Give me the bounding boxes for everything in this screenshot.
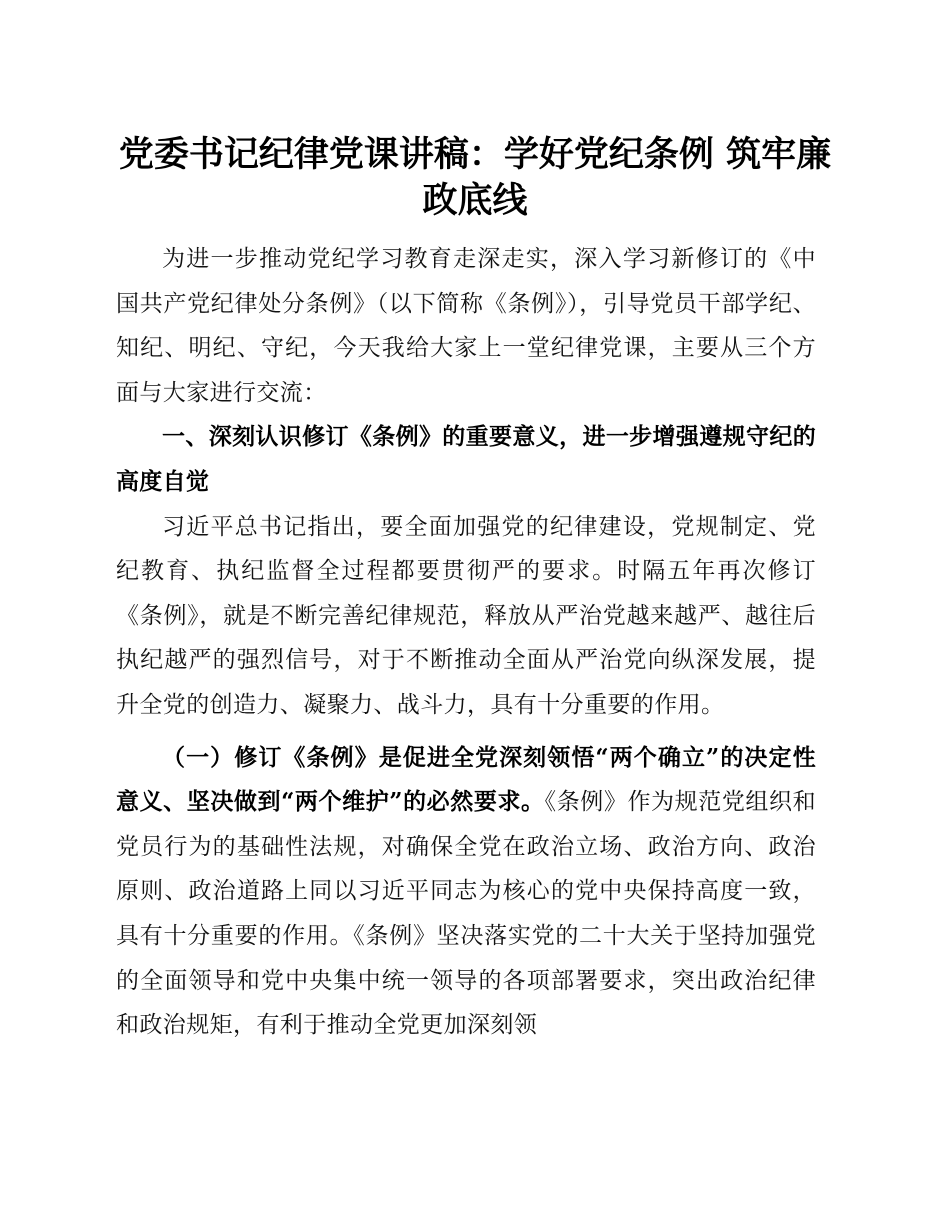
document-body	[116, 237, 816, 1048]
section-1-paragraph: 习近平总书记指出，要全面加强党的纪律建设，党规制定、党纪教育、执纪监督全过程都要贯彻严的要求。时隔五年再次修订《条例》，就是不断完善纪律规范，释放从严治党越来越严、越往后执纪越严的强烈信号，对于不断推动全面从严治党向纵深发展，提升全党的创造力、凝聚力、战斗力，具有十分重要的作用。	[116, 513, 816, 718]
subsection-1-paragraph	[116, 736, 816, 1048]
section-1-heading: 一、深刻认识修订《条例》的重要意义，进一步增强遵规守纪的高度自觉	[116, 423, 816, 495]
document-title: 党委书记纪律党课讲稿：学好党纪条例 筑牢廉政底线	[118, 134, 832, 221]
subsection-1-lead: （一）修订《条例》是促进全党深刻领悟“两个确立”的决定性意义、坚决做到“两个维护”的必然要求。	[116, 743, 816, 816]
subsection-1-text: 《条例》作为规范党组织和党员行为的基础性法规，对确保全党在政治立场、政治方向、政治原则、政治道路上同以习近平同志为核心的党中央保持高度一致，具有十分重要的作用。《条例》坚决落实党的二十大关于坚持加强党的全面领导和党中央集中统一领导的各项部署要求，突出政治纪律和政治规矩，有利于推动全党更加深刻领	[116, 789, 816, 1039]
intro-paragraph: 为进一步推动党纪学习教育走深走实，深入学习新修订的《中国共产党纪律处分条例》（以下简称《条例》），引导党员干部学纪、知纪、明纪、守纪，今天我给大家上一堂纪律党课，主要从三个方面与大家进行交流：	[116, 246, 816, 406]
